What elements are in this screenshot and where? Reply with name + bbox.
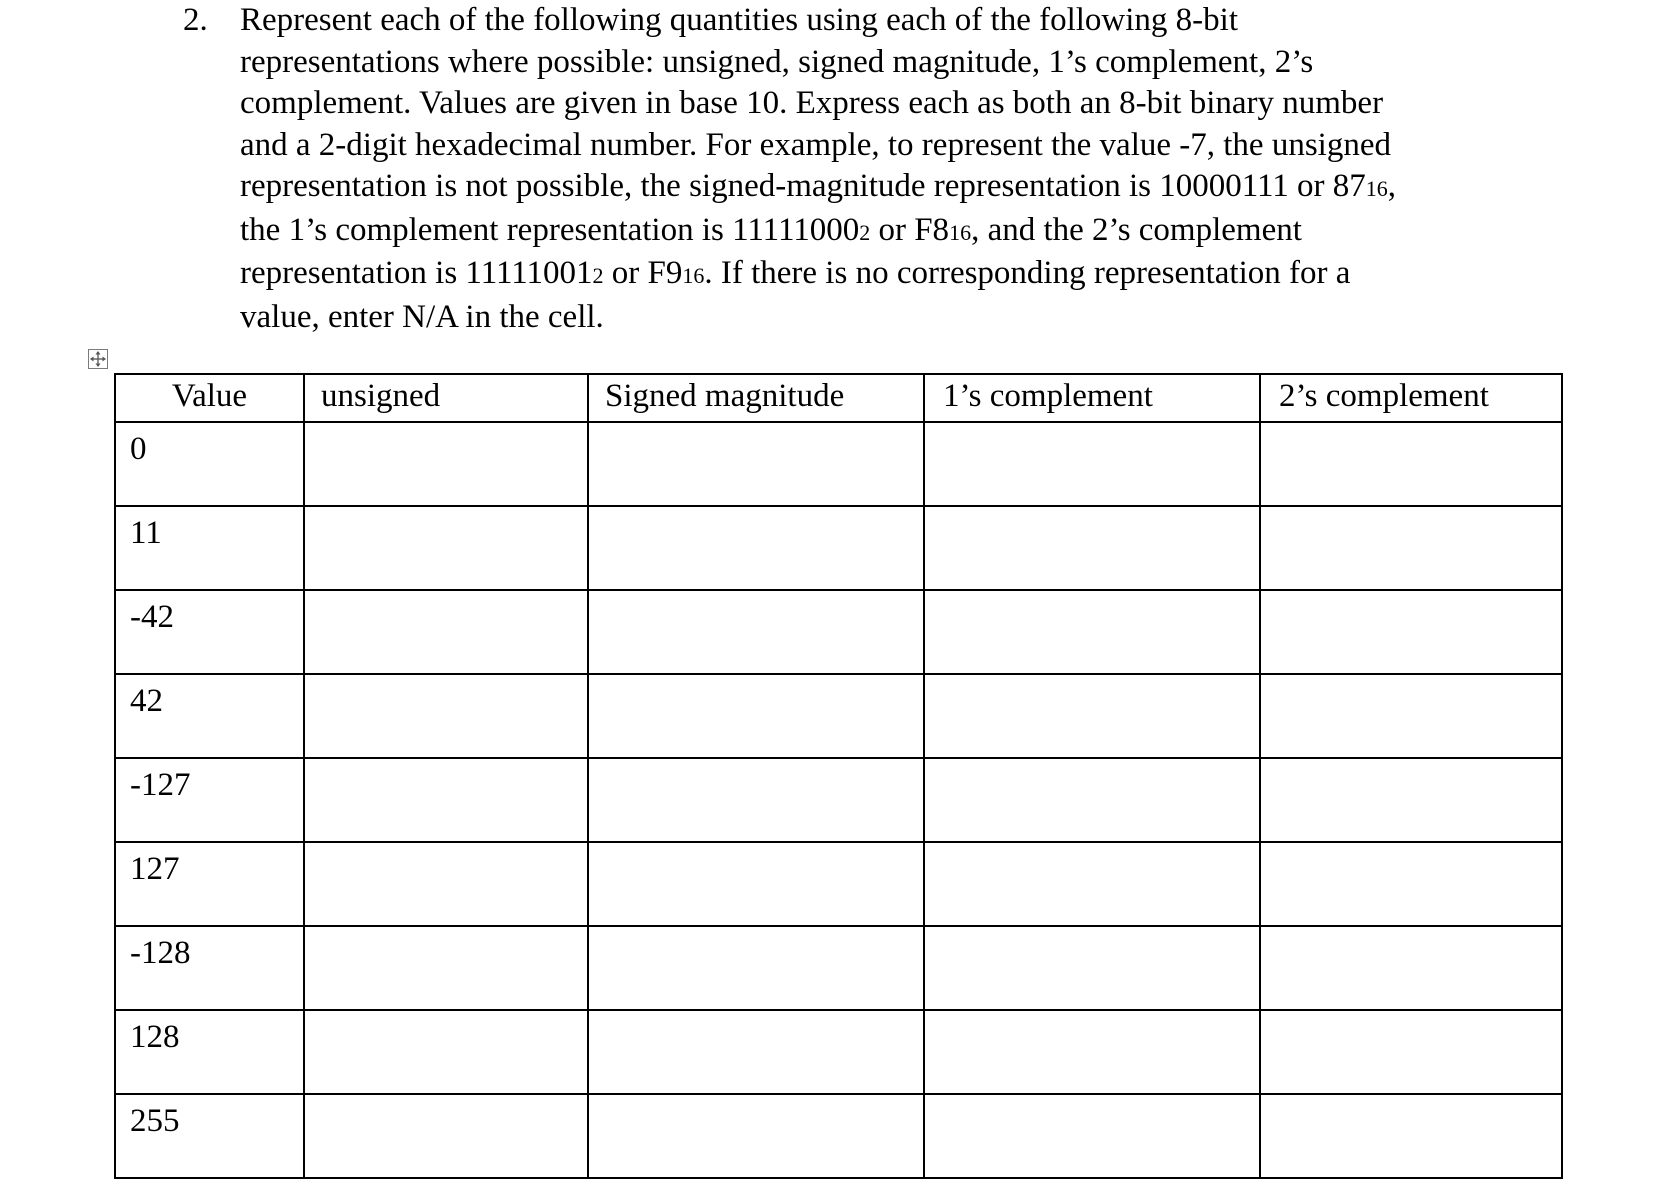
text-run: or F9 bbox=[603, 255, 683, 291]
question-line bbox=[240, 83, 1560, 125]
value-cell bbox=[115, 506, 304, 590]
value-cell bbox=[115, 422, 304, 506]
header-signed-magnitude bbox=[588, 374, 924, 422]
twos-complement-cell[interactable] bbox=[1260, 590, 1562, 674]
value-cell bbox=[115, 758, 304, 842]
question-line bbox=[240, 253, 1560, 297]
unsigned-cell[interactable] bbox=[304, 1094, 588, 1178]
table-row bbox=[115, 1094, 1562, 1178]
question-number: 2. bbox=[183, 2, 208, 38]
value-cell bbox=[115, 842, 304, 926]
ones-complement-cell[interactable] bbox=[924, 758, 1260, 842]
ones-complement-cell[interactable] bbox=[924, 674, 1260, 758]
value-cell bbox=[115, 926, 304, 1010]
text-run: , and the 2’s complement bbox=[971, 211, 1302, 248]
value-label: -128 bbox=[130, 935, 191, 971]
text-run: the 1’s complement representation is 11111000 bbox=[240, 211, 860, 248]
value-cell bbox=[115, 1010, 304, 1094]
header-unsigned-label: unsigned bbox=[321, 378, 441, 414]
signed-magnitude-cell[interactable] bbox=[588, 1010, 924, 1094]
ones-complement-cell[interactable] bbox=[924, 842, 1260, 926]
unsigned-cell[interactable] bbox=[304, 506, 588, 590]
ones-complement-cell[interactable] bbox=[924, 926, 1260, 1010]
twos-complement-cell[interactable] bbox=[1260, 926, 1562, 1010]
twos-complement-cell[interactable] bbox=[1260, 758, 1562, 842]
value-cell bbox=[115, 590, 304, 674]
value-label: 11 bbox=[130, 515, 162, 551]
value-label: -42 bbox=[130, 599, 174, 635]
subscript: 16 bbox=[1365, 176, 1388, 201]
unsigned-cell[interactable] bbox=[304, 674, 588, 758]
text-run: or F8 bbox=[870, 211, 950, 248]
text-run: value, enter N/A in the cell. bbox=[240, 298, 604, 335]
text-run: representations where possible: unsigned, signed magnitude, 1’s complement, 2’s bbox=[240, 43, 1314, 80]
table-move-handle-icon[interactable] bbox=[88, 349, 108, 369]
ones-complement-cell[interactable] bbox=[924, 1094, 1260, 1178]
table-row bbox=[115, 842, 1562, 926]
header-ones-complement bbox=[924, 374, 1260, 422]
text-run: and a 2-digit hexadecimal number. For example, to represent the value -7, the unsigned bbox=[240, 126, 1391, 163]
text-run: complement. Values are given in base 10. Express each as both an 8-bit binary number bbox=[240, 85, 1384, 121]
unsigned-cell[interactable] bbox=[304, 926, 588, 1010]
twos-complement-cell[interactable] bbox=[1260, 842, 1562, 926]
table-body bbox=[115, 422, 1562, 1178]
question-text bbox=[240, 0, 1560, 338]
twos-complement-cell[interactable] bbox=[1260, 1010, 1562, 1094]
signed-magnitude-cell[interactable] bbox=[588, 674, 924, 758]
representation-table bbox=[114, 373, 1563, 1179]
header-signed-magnitude-label: Signed magnitude bbox=[605, 378, 845, 414]
signed-magnitude-cell[interactable] bbox=[588, 1094, 924, 1178]
table-row bbox=[115, 758, 1562, 842]
unsigned-cell[interactable] bbox=[304, 422, 588, 506]
value-label: 255 bbox=[130, 1103, 180, 1139]
table-row bbox=[115, 506, 1562, 590]
header-twos-complement bbox=[1260, 374, 1562, 422]
signed-magnitude-cell[interactable] bbox=[588, 926, 924, 1010]
table-header-row bbox=[115, 374, 1562, 422]
signed-magnitude-cell[interactable] bbox=[588, 842, 924, 926]
header-value bbox=[115, 374, 304, 422]
table-row bbox=[115, 674, 1562, 758]
twos-complement-cell[interactable] bbox=[1260, 422, 1562, 506]
unsigned-cell[interactable] bbox=[304, 590, 588, 674]
ones-complement-cell[interactable] bbox=[924, 1010, 1260, 1094]
unsigned-cell[interactable] bbox=[304, 758, 588, 842]
table-row bbox=[115, 422, 1562, 506]
twos-complement-cell[interactable] bbox=[1260, 506, 1562, 590]
question-line bbox=[240, 0, 1560, 42]
header-twos-complement-label: 2’s complement bbox=[1279, 378, 1489, 414]
ones-complement-cell[interactable] bbox=[924, 506, 1260, 590]
question-line bbox=[240, 210, 1560, 254]
subscript: 2 bbox=[859, 219, 871, 245]
table-row bbox=[115, 1010, 1562, 1094]
signed-magnitude-cell[interactable] bbox=[588, 422, 924, 506]
text-run: . If there is no corresponding representation for a bbox=[704, 255, 1351, 291]
table-row bbox=[115, 926, 1562, 1010]
header-ones-complement-label: 1’s complement bbox=[943, 378, 1153, 414]
value-cell bbox=[115, 674, 304, 758]
value-label: 128 bbox=[130, 1019, 180, 1055]
subscript: 16 bbox=[682, 263, 705, 288]
text-run: representation is not possible, the signed-magnitude representation is 10000111 or 87 bbox=[240, 168, 1366, 204]
ones-complement-cell[interactable] bbox=[924, 590, 1260, 674]
ones-complement-cell[interactable] bbox=[924, 422, 1260, 506]
twos-complement-cell[interactable] bbox=[1260, 674, 1562, 758]
value-label: -127 bbox=[130, 767, 191, 803]
unsigned-cell[interactable] bbox=[304, 842, 588, 926]
question-line bbox=[240, 297, 1560, 339]
value-label: 42 bbox=[130, 683, 163, 719]
unsigned-cell[interactable] bbox=[304, 1010, 588, 1094]
signed-magnitude-cell[interactable] bbox=[588, 590, 924, 674]
value-cell bbox=[115, 1094, 304, 1178]
table-row bbox=[115, 590, 1562, 674]
value-label: 0 bbox=[130, 431, 147, 467]
move-arrows-icon bbox=[89, 350, 107, 368]
value-label: 127 bbox=[130, 851, 180, 887]
twos-complement-cell[interactable] bbox=[1260, 1094, 1562, 1178]
header-unsigned bbox=[304, 374, 588, 422]
subscript: 2 bbox=[592, 263, 604, 288]
question-line bbox=[240, 125, 1560, 167]
text-run: Represent each of the following quantities using each of the following 8-bit bbox=[240, 2, 1238, 38]
question-line bbox=[240, 42, 1560, 84]
text-run: , bbox=[1387, 168, 1396, 204]
question-line bbox=[240, 166, 1560, 210]
text-run: representation is 11111001 bbox=[240, 255, 593, 291]
header-value-label: Value bbox=[171, 378, 248, 414]
subscript: 16 bbox=[949, 219, 972, 245]
signed-magnitude-cell[interactable] bbox=[588, 758, 924, 842]
signed-magnitude-cell[interactable] bbox=[588, 506, 924, 590]
